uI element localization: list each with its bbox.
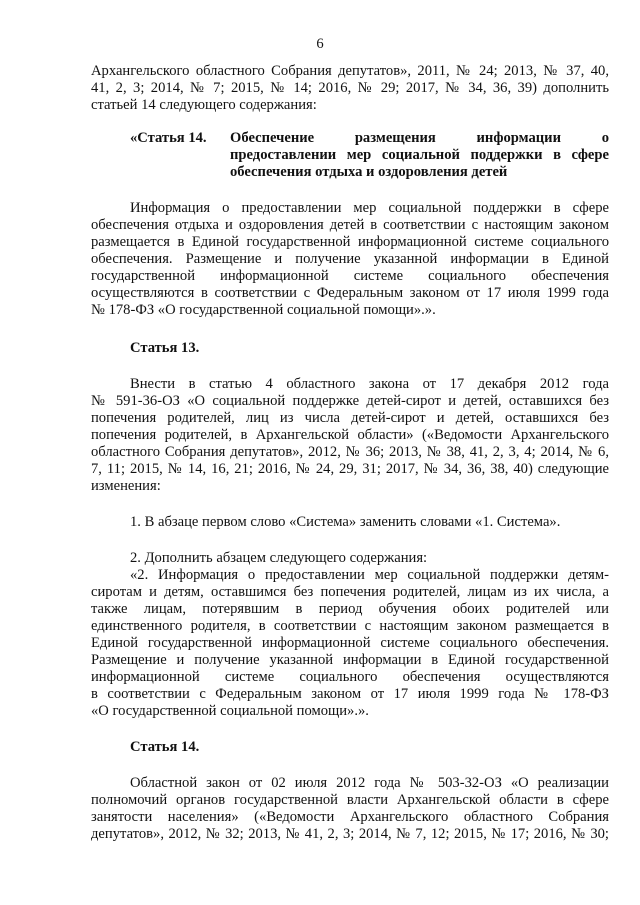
article-14-line: Областной закон от 02 июля 2012 года № 503-32-ОЗ «О реализации [130, 775, 609, 791]
article-13-quote-line: «О государственной социальной помощи».». [91, 703, 369, 719]
article-13-quote-line: информационной системе социального обеспечения осуществляются [91, 669, 609, 685]
article-14-line: полномочий органов государственной власти Архангельской области в сфере [91, 792, 609, 808]
article-14-line: депутатов», 2012, № 32; 2013, № 41, 2, 3; 2014, № 7, 12; 2015, № 17; 2016, № 30; [91, 826, 609, 842]
article-13-intro-line: № 591-36-ОЗ «О социальной поддержке детей-сирот и детей, оставшихся без [91, 393, 609, 409]
article-13-quote-line: также лицам, потерявшим в период обучения обоих родителей или [91, 601, 609, 617]
article-13-intro-line: попечения родителей, лиц из числа детей-сирот и детей, оставшихся без [91, 410, 609, 426]
quoted-article-body-line: государственной информационной системе социального обеспечения [91, 268, 609, 284]
quoted-article-body-line: размещается в Единой государственной информационной системе социального [91, 234, 609, 250]
article-13-quote-line: в соответствии с Федеральным законом от 17 июля 1999 года № 178-ФЗ [91, 686, 609, 702]
quoted-article-title-line: Обеспечение размещения информации о [230, 130, 609, 146]
article-13-item-1: 1. В абзаце первом слово «Система» заменить словами «1. Система». [130, 514, 561, 530]
quoted-article-body-line: № 178-ФЗ «О государственной социальной помощи».». [91, 302, 436, 318]
quoted-article-title-line: предоставлении мер социальной поддержки в сфере [230, 147, 609, 163]
article-13-quote-line: «2. Информация о предоставлении мер социальной поддержки детям- [130, 567, 609, 583]
article-13-quote-line: единственного родителя, в соответствии с настоящим законом размещается в [91, 618, 609, 634]
article-13-item-2: 2. Дополнить абзацем следующего содержания: [130, 550, 428, 566]
article-14-heading: Статья 14. [130, 739, 200, 755]
intro-line: статьей 14 следующего содержания: [91, 97, 317, 113]
quoted-article-title-line: обеспечения отдыха и оздоровления детей [230, 164, 508, 180]
article-13-heading: Статья 13. [130, 340, 200, 356]
page-number: 6 [316, 36, 324, 52]
article-13-quote-line: Размещение и получение указанной информации в Единой государственной [91, 652, 609, 668]
quoted-article-label: «Статья 14. [130, 130, 207, 146]
article-14-line: занятости населения» («Ведомости Архангельского областного Собрания [91, 809, 609, 825]
intro-line: 41, 2, 3; 2014, № 7; 2015, № 14; 2016, № 29; 2017, № 34, 36, 39) дополнить [91, 80, 609, 96]
article-13-intro-line: 7, 11; 2015, № 14, 16, 21; 2016, № 24, 29, 31; 2017, № 34, 36, 38, 40) следующие [91, 461, 609, 477]
article-13-intro-line: попечения родителей, в Архангельской области» («Ведомости Архангельского [91, 427, 609, 443]
article-13-intro-line: областного Собрания депутатов», 2012, № 36; 2013, № 38, 41, 2, 3, 4; 2014, № 6, [91, 444, 609, 460]
quoted-article-body-line: обеспечения отдыха и оздоровления детей в соответствии с настоящим законом [91, 217, 609, 233]
quoted-article-body-line: обеспечения. Размещение и получение указанной информации в Единой [91, 251, 609, 267]
article-13-quote-line: сиротам и детям, оставшимся без попечения родителей, лицам из их числа, а [91, 584, 609, 600]
article-13-intro-line: изменения: [91, 478, 161, 494]
article-13-intro-line: Внести в статью 4 областного закона от 17 декабря 2012 года [130, 376, 609, 392]
quoted-article-body-line: Информация о предоставлении мер социальной поддержки в сфере [130, 200, 609, 216]
quoted-article-body-line: осуществляются в соответствии с Федеральным законом от 17 июля 1999 года [91, 285, 609, 301]
intro-line: Архангельского областного Собрания депутатов», 2011, № 24; 2013, № 37, 40, [91, 63, 609, 79]
article-13-quote-line: Единой государственной информационной системе социального обеспечения. [91, 635, 609, 651]
